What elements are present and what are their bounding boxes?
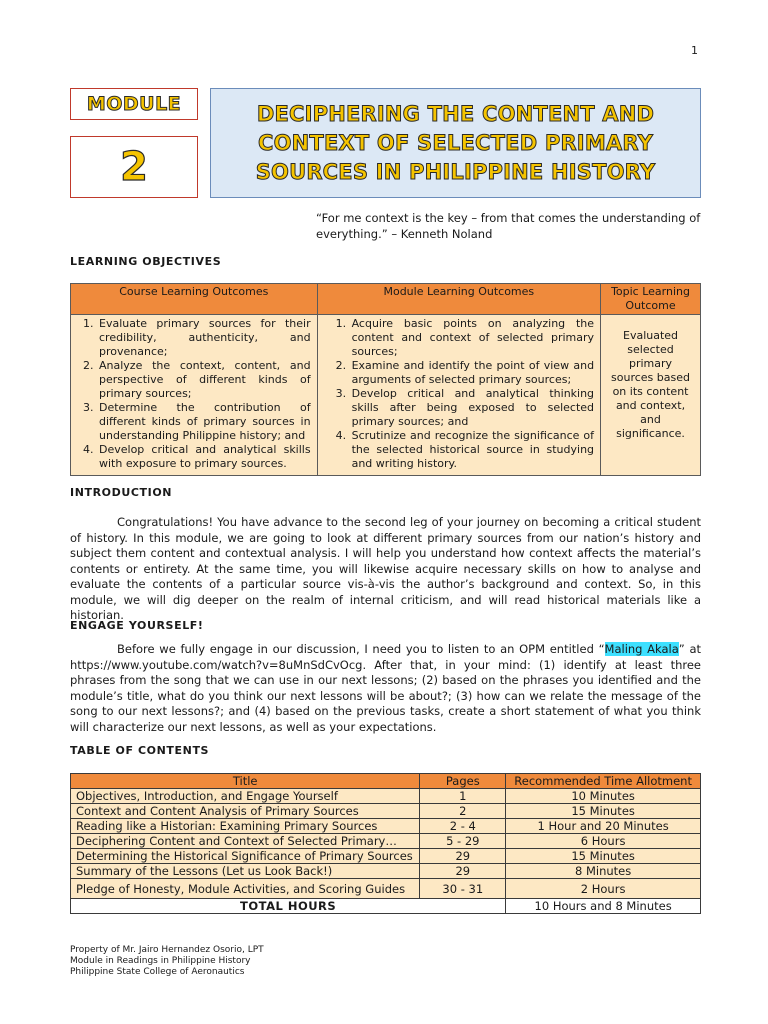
toc-row-time: 8 Minutes bbox=[506, 864, 701, 879]
toc-total-time: 10 Hours and 8 Minutes bbox=[506, 899, 701, 914]
course-outcomes-cell bbox=[71, 315, 318, 476]
footer-owner: Property of Mr. Jairo Hernandez Osorio, LPT bbox=[70, 945, 264, 955]
header-topic-outcome: Topic Learning Outcome bbox=[601, 284, 701, 315]
toc-row-pages: 5 - 29 bbox=[420, 834, 506, 849]
toc-row-pages: 30 - 31 bbox=[420, 879, 506, 899]
module-label: MODULE bbox=[70, 88, 198, 120]
toc-row-title: Objectives, Introduction, and Engage Yourself bbox=[71, 789, 420, 804]
table-row bbox=[71, 819, 701, 834]
toc-header-pages: Pages bbox=[420, 774, 506, 789]
toc-heading: TABLE OF CONTENTS bbox=[70, 744, 210, 757]
page-number: 1 bbox=[691, 44, 698, 57]
module-title-box bbox=[210, 88, 701, 198]
toc-header-time: Recommended Time Allotment bbox=[506, 774, 701, 789]
list-item: 3. Determine the contribution of different kinds of primary sources in understanding Philippine history; and bbox=[97, 401, 311, 443]
introduction-heading: INTRODUCTION bbox=[70, 486, 173, 499]
epigraph-quote: “For me context is the key – from that comes the understanding of everything.” – Kenneth Noland bbox=[316, 211, 701, 241]
engage-text-after: ” at https://www.youtube.com/watch?v=8uMnSdCvOcg. After that, in your mind: (1) identify at least three phrases from the song that we can use in our next lessons; (2) based on the phrases you identified and the module’s title, what do you think our next lessons will be about?; (3) how can we relate the message of the song to our next lessons?; and (4) based on the previous tasks, create a short statement of what you think will characterize our next lessons, as well as your expectations. bbox=[70, 642, 702, 734]
toc-row-pages: 2 - 4 bbox=[420, 819, 506, 834]
toc-row-title: Reading like a Historian: Examining Primary Sources bbox=[71, 819, 420, 834]
engage-heading: ENGAGE YOURSELF! bbox=[70, 619, 204, 632]
footer-course: Module in Readings in Philippine History bbox=[70, 956, 251, 966]
module-number: 2 bbox=[70, 136, 198, 198]
toc-row-pages: 29 bbox=[420, 864, 506, 879]
toc-row-time: 1 Hour and 20 Minutes bbox=[506, 819, 701, 834]
topic-outcome-cell: Evaluated selected primary sources based on its content and context, and significance. bbox=[601, 315, 701, 476]
learning-objectives-heading: LEARNING OBJECTIVES bbox=[70, 255, 222, 268]
header-course-outcomes: Course Learning Outcomes bbox=[71, 284, 318, 315]
table-row bbox=[71, 849, 701, 864]
toc-header-title: Title bbox=[71, 774, 420, 789]
page-footer bbox=[70, 945, 264, 978]
toc-row-time: 6 Hours bbox=[506, 834, 701, 849]
toc-row-title: Context and Content Analysis of Primary Sources bbox=[71, 804, 420, 819]
introduction-paragraph: Congratulations! You have advance to the second leg of your journey on becoming a critical student of history. In this module, we are going to look at different primary sources from our nation’s history and subject them content and contextual analysis. I will help you understand how context affects the material’s contents or entirety. At the same time, you will likewise acquire necessary skills on how to analyse and evaluate the contents of a particular source vis-à-vis the author’s background and context. So, in this module, we will dig deeper on the realm of internal criticism, and will read historical materials like a historian. bbox=[70, 515, 701, 622]
toc-row-title: Summary of the Lessons (Let us Look Back!) bbox=[71, 864, 420, 879]
footer-school: Philippine State College of Aeronautics bbox=[70, 967, 245, 977]
engage-text-before: Before we fully engage in our discussion, I need you to listen to an OPM entitled “ bbox=[117, 642, 605, 656]
song-title-highlight: Maling Akala bbox=[604, 642, 679, 656]
table-row bbox=[71, 864, 701, 879]
toc-row-title: Pledge of Honesty, Module Activities, and Scoring Guides bbox=[71, 879, 420, 899]
list-item: 3. Develop critical and analytical thinking skills after being exposed to selected primary sources; and bbox=[350, 387, 594, 429]
list-item: 4. Develop critical and analytical skills with exposure to primary sources. bbox=[97, 443, 311, 471]
list-item: 1. Evaluate primary sources for their credibility, authenticity, and provenance; bbox=[97, 317, 311, 359]
objectives-body-row bbox=[71, 315, 701, 476]
toc-row-time: 2 Hours bbox=[506, 879, 701, 899]
list-item: 4. Scrutinize and recognize the significance of the selected historical source in studying and writing history. bbox=[350, 429, 594, 471]
objectives-header-row bbox=[71, 284, 701, 315]
toc-total-row bbox=[71, 899, 701, 914]
list-item: 2. Examine and identify the point of view and arguments of selected primary sources; bbox=[350, 359, 594, 387]
course-outcomes-list bbox=[77, 317, 311, 471]
list-item: 2. Analyze the context, content, and perspective of different kinds of primary sources; bbox=[97, 359, 311, 401]
module-outcomes-list bbox=[324, 317, 594, 471]
table-row bbox=[71, 789, 701, 804]
toc-row-pages: 1 bbox=[420, 789, 506, 804]
toc-row-time: 15 Minutes bbox=[506, 804, 701, 819]
table-row bbox=[71, 834, 701, 849]
table-row bbox=[71, 804, 701, 819]
module-outcomes-cell bbox=[317, 315, 600, 476]
toc-header-row bbox=[71, 774, 701, 789]
engage-paragraph bbox=[70, 642, 701, 735]
header-module-outcomes: Module Learning Outcomes bbox=[317, 284, 600, 315]
toc-total-label: TOTAL HOURS bbox=[71, 899, 506, 914]
module-title: DECIPHERING THE CONTENT AND CONTEXT OF SELECTED PRIMARY SOURCES IN PHILIPPINE HISTORY bbox=[255, 101, 656, 184]
table-of-contents bbox=[70, 773, 701, 914]
toc-row-time: 15 Minutes bbox=[506, 849, 701, 864]
toc-row-title: Determining the Historical Significance of Primary Sources bbox=[71, 849, 420, 864]
toc-row-pages: 29 bbox=[420, 849, 506, 864]
learning-objectives-table bbox=[70, 283, 701, 476]
toc-row-pages: 2 bbox=[420, 804, 506, 819]
toc-row-title: Deciphering Content and Context of Selected Primary… bbox=[71, 834, 420, 849]
table-row bbox=[71, 879, 701, 899]
toc-row-time: 10 Minutes bbox=[506, 789, 701, 804]
list-item: 1. Acquire basic points on analyzing the content and context of selected primary sources; bbox=[350, 317, 594, 359]
